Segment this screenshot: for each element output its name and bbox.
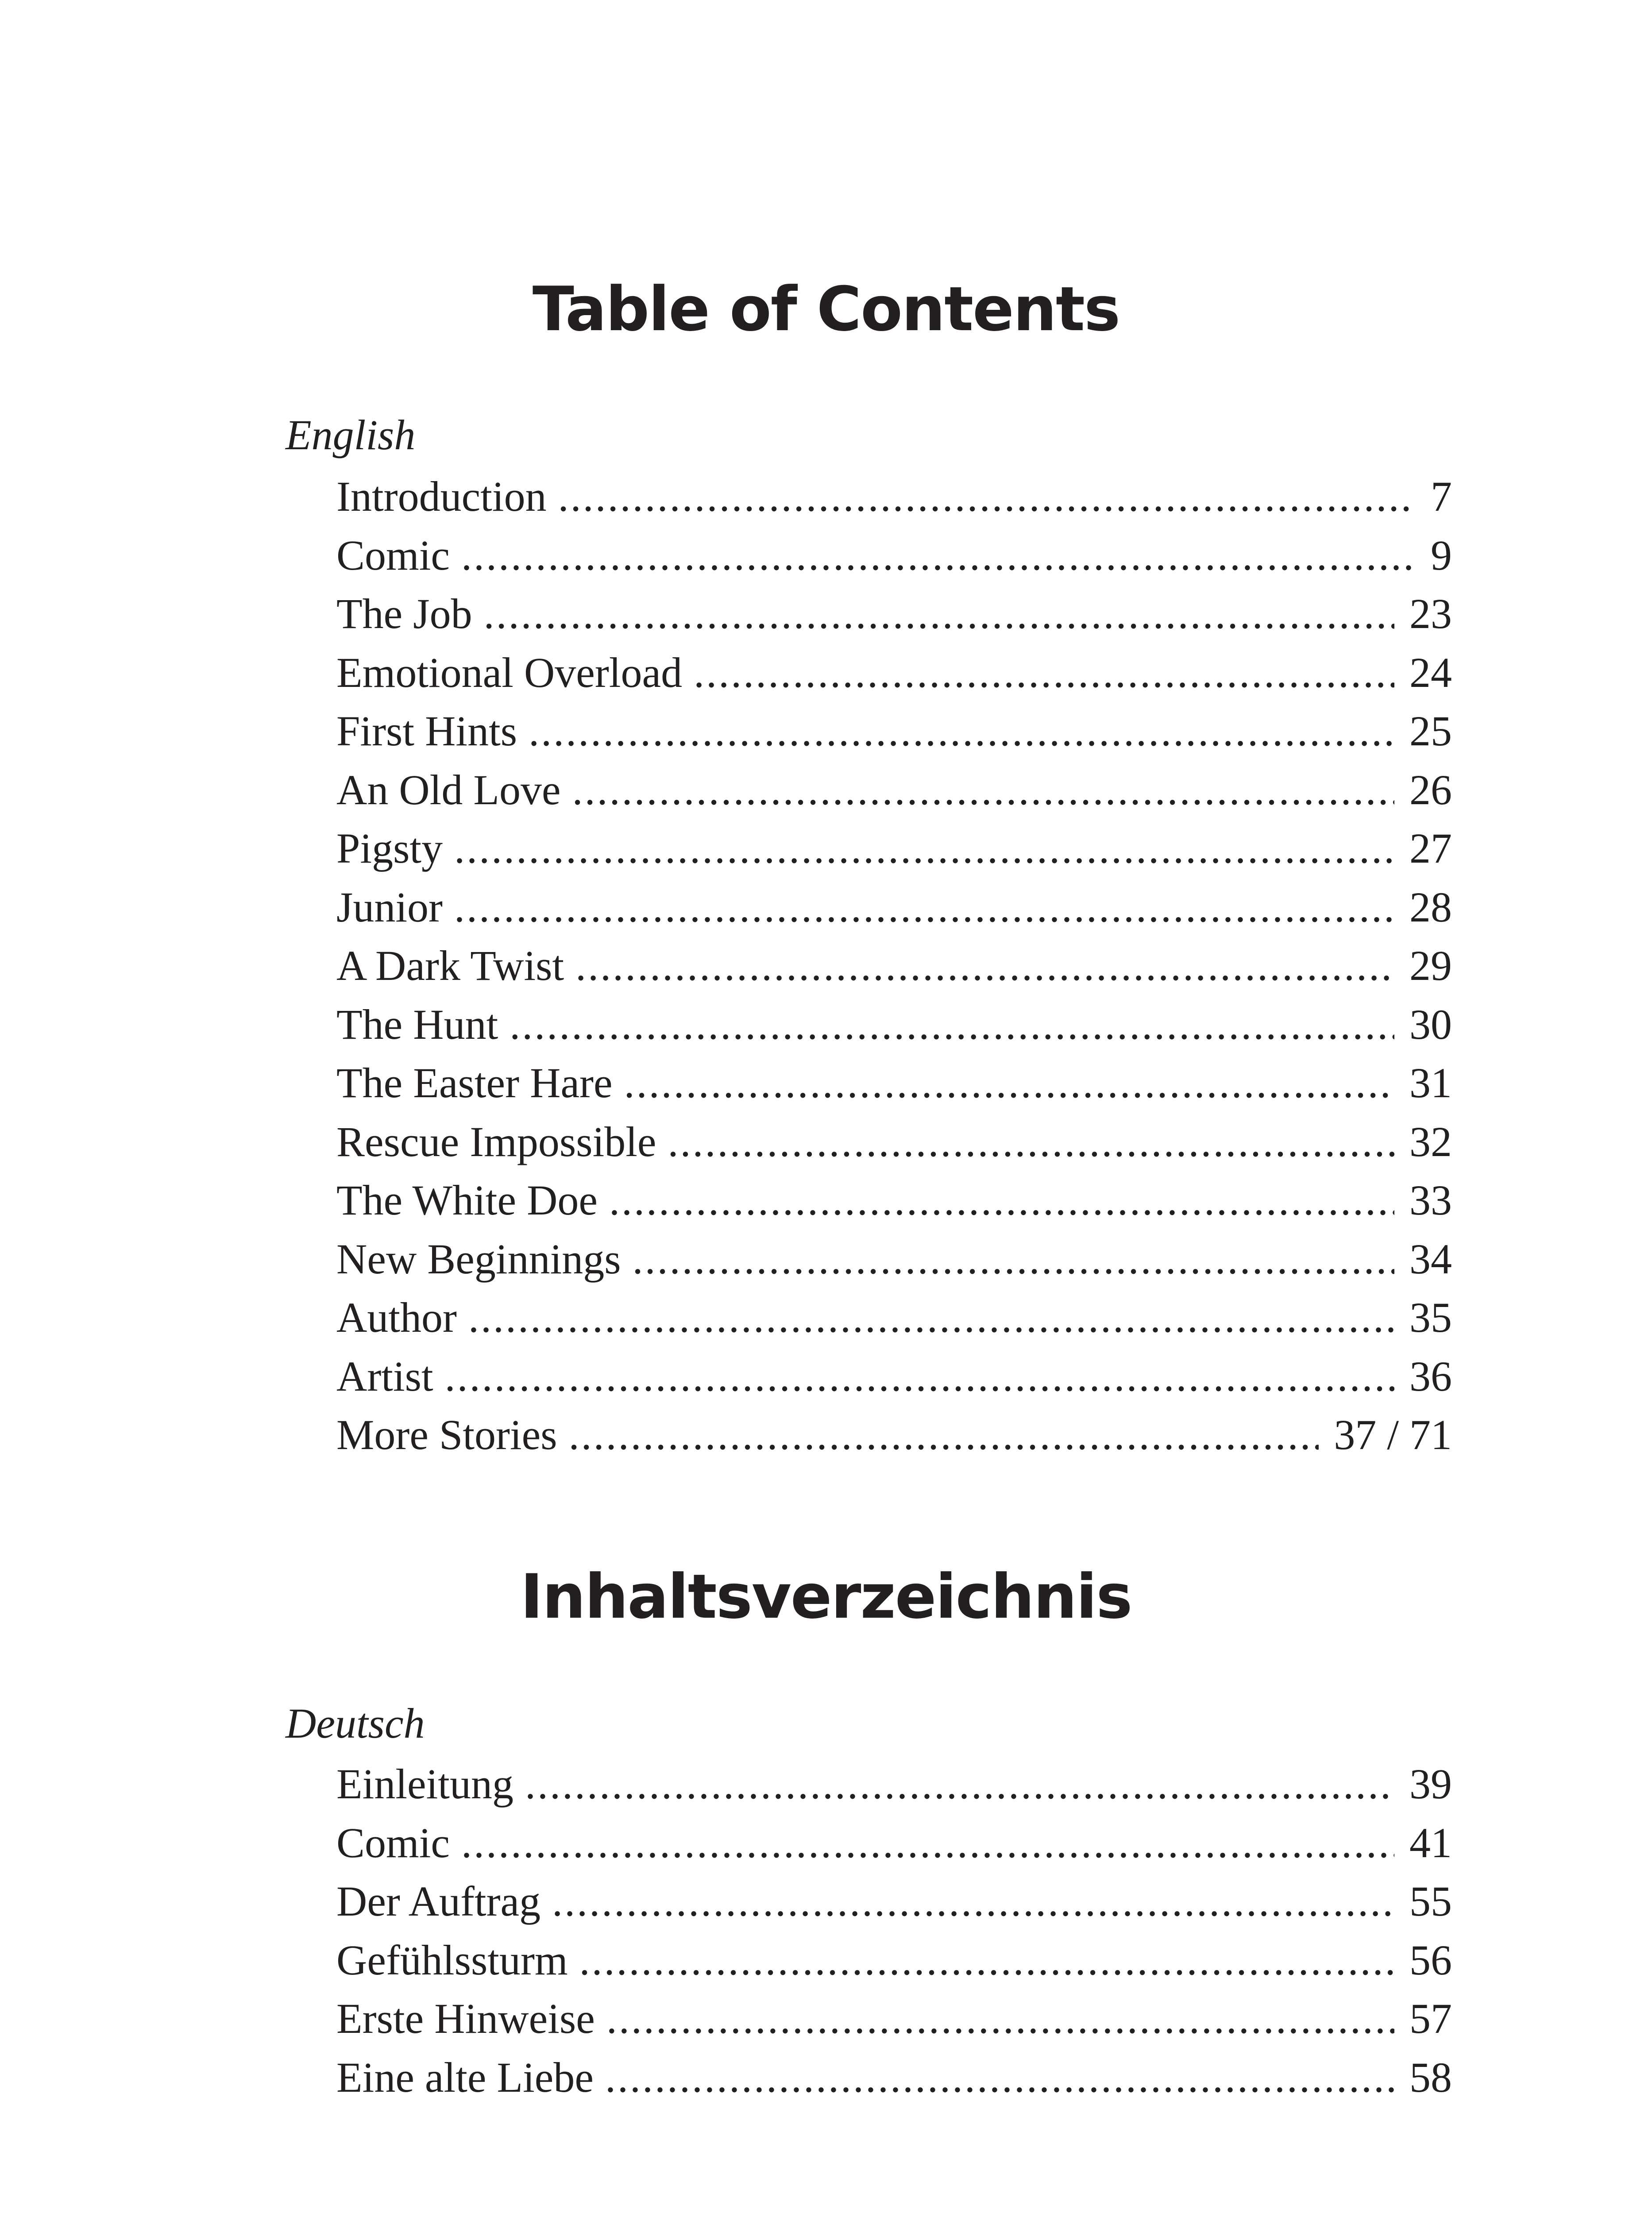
toc-entry-title: Comic [336, 1819, 450, 1866]
toc-entry-title: Introduction [336, 473, 547, 520]
toc-entry-page: 37 / 71 [1334, 1411, 1452, 1458]
toc-entry [336, 761, 1452, 820]
toc-entry-page: 34 [1409, 1235, 1452, 1283]
toc-entry-page: 31 [1409, 1059, 1452, 1106]
toc-entry-title: An Old Love [336, 766, 561, 813]
toc-entry [336, 702, 1452, 761]
toc-entry-page: 26 [1409, 766, 1452, 813]
toc-entry [336, 1406, 1452, 1465]
dot-leader [605, 2048, 1394, 2107]
dot-leader [529, 702, 1394, 760]
toc-entry-page: 58 [1409, 2053, 1452, 2101]
dot-leader [468, 1288, 1394, 1347]
toc-entry [336, 1054, 1452, 1113]
dot-leader [624, 1054, 1394, 1112]
toc-entry [336, 878, 1452, 937]
toc-entry-page: 24 [1409, 648, 1452, 696]
dot-leader [445, 1347, 1394, 1406]
dot-leader [509, 995, 1394, 1054]
dot-leader [525, 1755, 1394, 1813]
toc-entry [336, 1230, 1452, 1289]
toc-entry-page: 7 [1431, 473, 1452, 520]
toc-entry-title: Author [336, 1294, 457, 1341]
toc-entry-page: 9 [1431, 531, 1452, 579]
toc-entry-page: 32 [1409, 1118, 1452, 1165]
toc-entry-title: Der Auftrag [336, 1878, 541, 1925]
german-section-label: Deutsch [286, 1700, 425, 1747]
dot-leader [668, 1113, 1394, 1171]
toc-entry-page: 41 [1409, 1819, 1452, 1866]
toc-entry-title: The Easter Hare [336, 1059, 613, 1106]
toc-entry-page: 33 [1409, 1176, 1452, 1224]
dot-leader [579, 1931, 1394, 1989]
toc-entry-title: Emotional Overload [336, 648, 683, 696]
english-toc-list [336, 467, 1452, 1465]
toc-entry [336, 1171, 1452, 1230]
dot-leader [633, 1230, 1394, 1288]
inhaltsverzeichnis-heading: Inhaltsverzeichnis [520, 1561, 1132, 1632]
dot-leader [454, 819, 1394, 878]
toc-entry [336, 1755, 1452, 1814]
toc-entry-title: The Job [336, 590, 472, 637]
toc-entry-page: 55 [1409, 1878, 1452, 1925]
toc-entry [336, 1989, 1452, 2048]
toc-entry-title: First Hints [336, 707, 517, 755]
toc-entry-title: Einleitung [336, 1760, 513, 1808]
toc-entry-page: 23 [1409, 590, 1452, 637]
toc-entry [336, 1872, 1452, 1931]
toc-entry [336, 585, 1452, 644]
english-section-label: English [286, 411, 416, 459]
toc-entry-title: Rescue Impossible [336, 1118, 656, 1165]
toc-entry-title: Erste Hinweise [336, 1995, 595, 2042]
dot-leader [461, 1814, 1394, 1872]
toc-entry-title: New Beginnings [336, 1235, 621, 1283]
toc-entry [336, 467, 1452, 526]
dot-leader [569, 1406, 1319, 1464]
toc-entry-page: 28 [1409, 883, 1452, 931]
toc-entry-page: 56 [1409, 1936, 1452, 1984]
toc-entry [336, 995, 1452, 1054]
toc-entry [336, 937, 1452, 995]
dot-leader [461, 526, 1416, 585]
dot-leader [484, 585, 1394, 643]
dot-leader [454, 878, 1394, 937]
dot-leader [575, 937, 1394, 995]
toc-entry [336, 819, 1452, 878]
toc-entry-title: Comic [336, 531, 450, 579]
toc-entry-page: 30 [1409, 1000, 1452, 1048]
toc-entry [336, 644, 1452, 702]
toc-entry-page: 35 [1409, 1294, 1452, 1341]
toc-entry-title: A Dark Twist [336, 942, 564, 989]
dot-leader [606, 1989, 1394, 2048]
toc-entry-title: Artist [336, 1352, 433, 1400]
dot-leader [558, 467, 1416, 526]
toc-entry-title: Gefühlssturm [336, 1936, 568, 1984]
dot-leader [572, 761, 1394, 819]
german-toc-list [336, 1755, 1452, 2107]
toc-entry-title: The White Doe [336, 1176, 598, 1224]
toc-entry-title: Junior [336, 883, 443, 931]
dot-leader [694, 644, 1394, 702]
toc-entry-page: 27 [1409, 825, 1452, 872]
toc-entry-title: Eine alte Liebe [336, 2053, 594, 2101]
toc-entry [336, 1347, 1452, 1406]
toc-entry-page: 39 [1409, 1760, 1452, 1808]
toc-entry-title: More Stories [336, 1411, 557, 1458]
toc-entry-page: 29 [1409, 942, 1452, 989]
toc-entry [336, 1814, 1452, 1873]
toc-entry-title: Pigsty [336, 825, 443, 872]
toc-entry-page: 57 [1409, 1995, 1452, 2042]
toc-entry [336, 526, 1452, 585]
table-of-contents-heading: Table of Contents [532, 274, 1120, 345]
dot-leader [609, 1171, 1394, 1230]
toc-entry [336, 1931, 1452, 1990]
toc-entry-page: 36 [1409, 1352, 1452, 1400]
toc-entry [336, 1113, 1452, 1172]
dot-leader [552, 1872, 1394, 1931]
toc-entry-page: 25 [1409, 707, 1452, 755]
toc-entry-title: The Hunt [336, 1000, 498, 1048]
toc-entry [336, 2048, 1452, 2107]
toc-entry [336, 1288, 1452, 1347]
